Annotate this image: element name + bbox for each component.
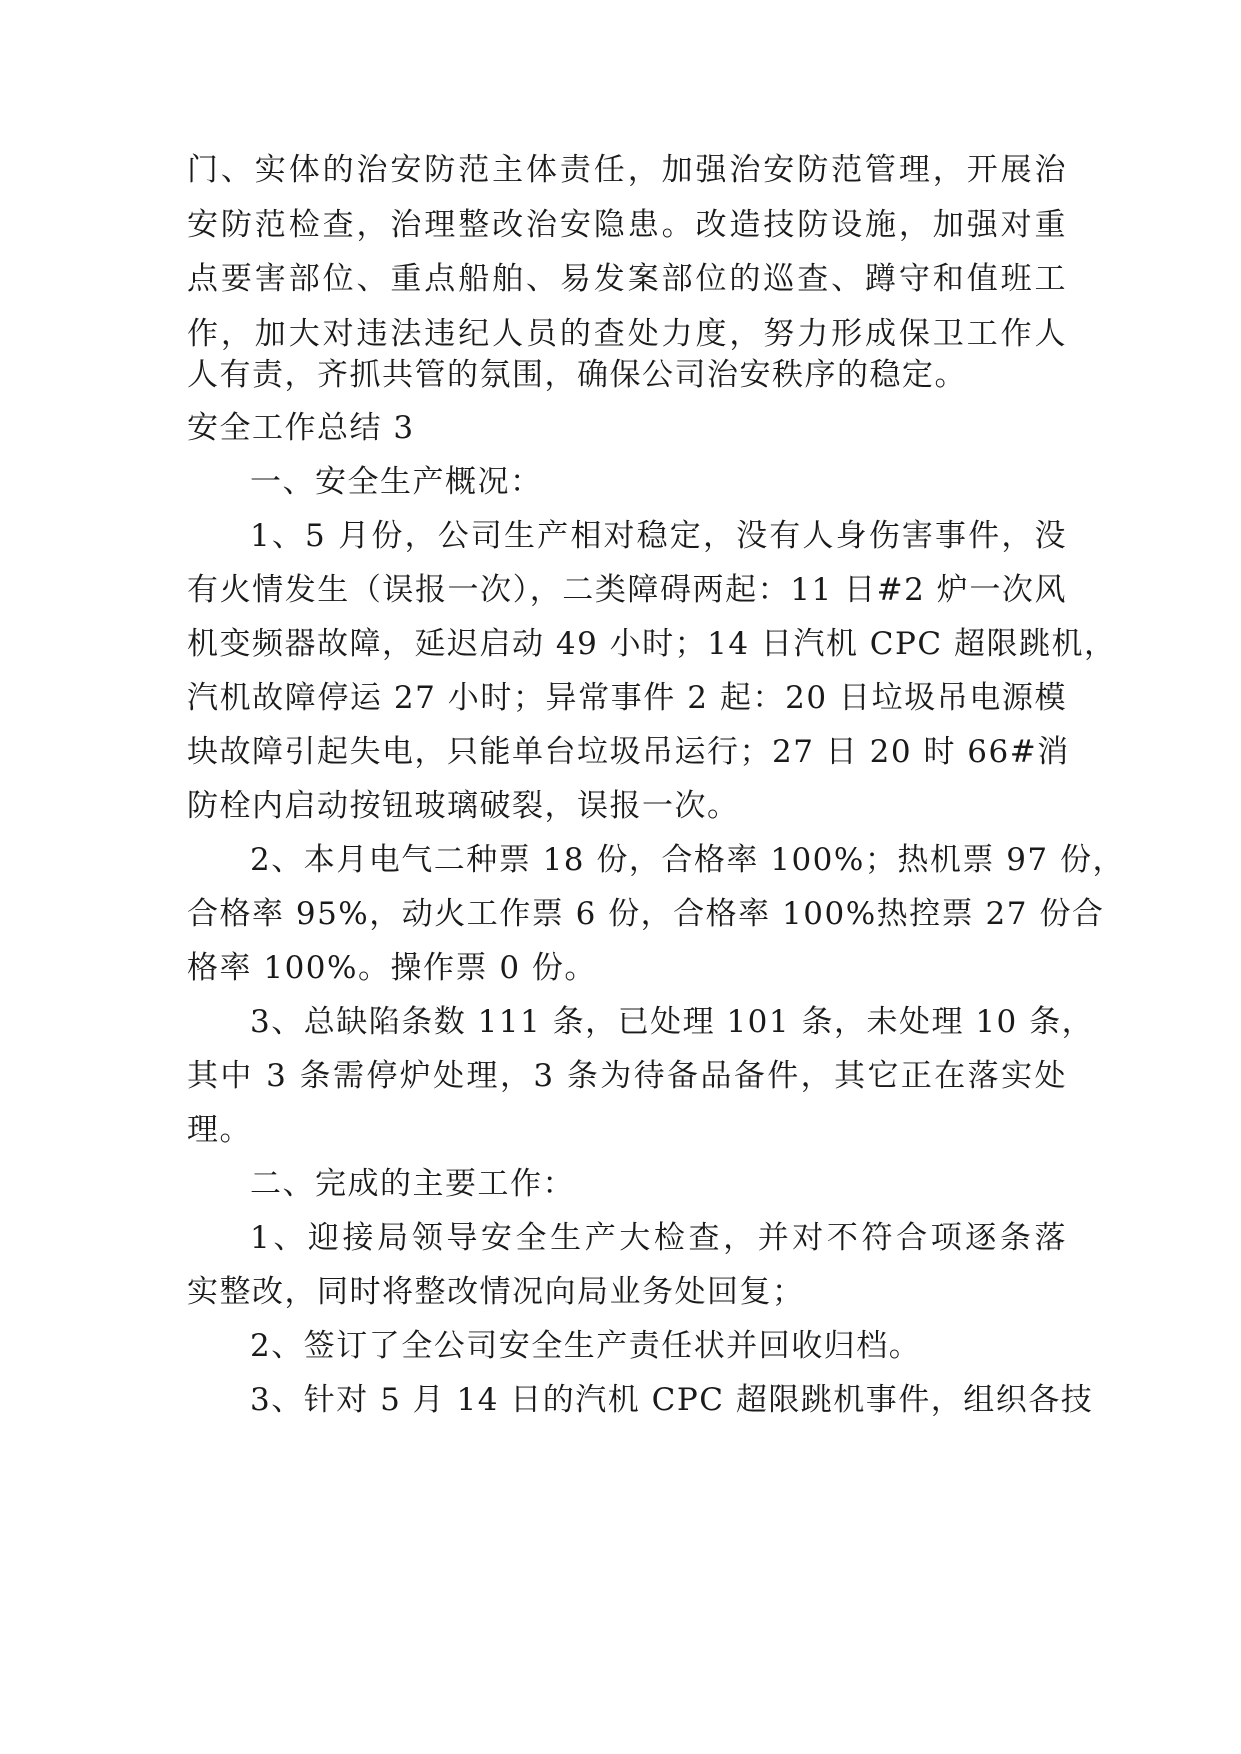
paragraph-line: 防栓内启动按钮玻璃破裂，误报一次。 [187, 788, 740, 824]
subsection-heading: 一、安全生产概况： [250, 464, 543, 500]
paragraph-line: 1、5 月份，公司生产相对稳定，没有人身伤害事件，没 [250, 518, 1067, 554]
paragraph-line: 有火情发生（误报一次），二类障碍两起：11 日#2 炉一次风 [187, 572, 1067, 608]
paragraph-line: 3、总缺陷条数 111 条，已处理 101 条，未处理 10 条， [250, 1004, 1095, 1040]
section-heading: 安全工作总结 3 [187, 410, 415, 446]
paragraph-line: 合格率 95%，动火工作票 6 份，合格率 100%热控票 27 份合 [187, 896, 1105, 932]
paragraph-line: 汽机故障停运 27 小时；异常事件 2 起：20 日垃圾吊电源模 [187, 680, 1067, 716]
paragraph-line: 2、本月电气二种票 18 份，合格率 100%；热机票 97 份， [250, 842, 1126, 878]
paragraph-line: 1、迎接局领导安全生产大检查，并对不符合项逐条落 [250, 1220, 1067, 1256]
paragraph-line: 2、签订了全公司安全生产责任状并回收归档。 [250, 1328, 922, 1364]
paragraph-line: 实整改，同时将整改情况向局业务处回复； [187, 1274, 805, 1310]
paragraph-line: 安防范检查，治理整改治安隐患。改造技防设施，加强对重 [187, 207, 1067, 243]
paragraph-line: 块故障引起失电，只能单台垃圾吊运行；27 日 20 时 66#消 [187, 734, 1070, 770]
paragraph-line: 机变频器故障，延迟启动 49 小时；14 日汽机 CPC 超限跳机， [187, 626, 1117, 662]
paragraph-line: 点要害部位、重点船舶、易发案部位的巡查、蹲守和值班工 [187, 261, 1067, 297]
paragraph-line: 作，加大对违法违纪人员的查处力度，努力形成保卫工作人 [187, 316, 1067, 352]
paragraph-line: 格率 100%。操作票 0 份。 [187, 950, 597, 986]
paragraph-line: 门、实体的治安防范主体责任，加强治安防范管理，开展治 [187, 152, 1067, 188]
paragraph-line: 理。 [187, 1112, 252, 1148]
paragraph-line: 人有责，齐抓共管的氛围，确保公司治安秩序的稳定。 [187, 357, 967, 393]
subsection-heading: 二、完成的主要工作： [250, 1166, 575, 1202]
paragraph-line: 其中 3 条需停炉处理，3 条为待备品备件，其它正在落实处 [187, 1058, 1067, 1094]
paragraph-line: 3、针对 5 月 14 日的汽机 CPC 超限跳机事件，组织各技 [250, 1382, 1094, 1418]
